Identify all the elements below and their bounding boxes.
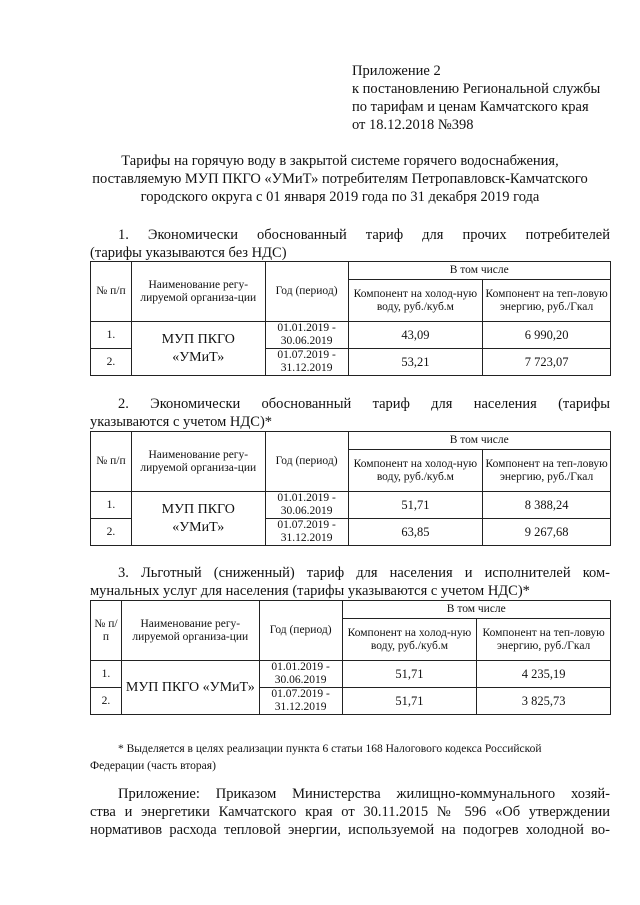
table-row [91, 322, 611, 349]
tariff-table-3 [90, 600, 611, 715]
row-heat: 3 825,73 [477, 688, 611, 715]
header-incl: В том числе [348, 262, 610, 280]
appendix-header [352, 62, 632, 134]
section-heading-line: 3. Льготный (сниженный) тариф для населения и исполнителей ком- [118, 565, 610, 581]
appendix-line: от 18.12.2018 №398 [352, 117, 474, 133]
row-heat: 6 990,20 [483, 322, 611, 349]
row-period: 01.01.2019 - 30.06.2019 [265, 492, 348, 519]
org-name: МУП ПКГО «УМиТ» [121, 661, 259, 715]
row-cold: 51,71 [342, 688, 477, 715]
row-heat: 9 267,68 [483, 519, 611, 546]
title-line: поставляемую МУП ПКГО «УМиТ» потребителям Петропавловск-Камчатского [92, 171, 588, 187]
appendix-line: к постановлению Региональной службы [352, 81, 601, 97]
row-num: 2. [91, 688, 122, 715]
footnote-line: * Выделяется в целях реализации пункта 6 статьи 168 Налогового кодекса Российской [118, 743, 542, 755]
table-row [91, 661, 611, 688]
row-cold: 51,71 [342, 661, 477, 688]
tariff-table-2 [90, 431, 611, 546]
header-org: Наименование регу-лируемой организа-ции [131, 432, 265, 492]
row-period: 01.07.2019 - 31.12.2019 [265, 519, 348, 546]
header-org: Наименование регу-лируемой организа-ции [131, 262, 265, 322]
header-heat: Компонент на теп-ловую энергию, руб./Гкал [483, 450, 611, 492]
section-heading-line: 2. Экономически обоснованный тариф для населения (тарифы [118, 396, 610, 412]
note-line: Приложение: Приказом Министерства жилищно-коммунального хозяй- [118, 786, 610, 802]
row-cold: 53,21 [348, 349, 483, 376]
note-line: нормативов расхода тепловой энергии, используемой на подогрев холодной во- [90, 822, 610, 838]
row-num: 2. [91, 519, 132, 546]
header-num: № п/п [91, 262, 132, 322]
header-cold: Компонент на холод-ную воду, руб./куб.м [348, 450, 483, 492]
footnote-line: Федерации (часть вторая) [90, 760, 216, 772]
header-heat: Компонент на теп-ловую энергию, руб./Гкал [477, 619, 611, 661]
appendix-note [90, 785, 610, 839]
row-period: 01.01.2019 - 30.06.2019 [259, 661, 342, 688]
title-line: Тарифы на горячую воду в закрытой системе горячего водоснабжения, [121, 153, 559, 169]
header-heat: Компонент на теп-ловую энергию, руб./Гкал [483, 280, 611, 322]
row-period: 01.07.2019 - 31.12.2019 [265, 349, 348, 376]
row-heat: 7 723,07 [483, 349, 611, 376]
footnote [90, 741, 610, 775]
header-num: № п/п [91, 601, 122, 661]
row-num: 1. [91, 492, 132, 519]
appendix-line: Приложение 2 [352, 63, 441, 79]
header-cold: Компонент на холод-ную воду, руб./куб.м [342, 619, 477, 661]
section-1-heading [90, 226, 610, 262]
row-num: 1. [91, 661, 122, 688]
document-title [80, 152, 600, 206]
row-period: 01.01.2019 - 30.06.2019 [265, 322, 348, 349]
header-period: Год (период) [259, 601, 342, 661]
section-heading-line: указываются с учетом НДС)* [90, 414, 273, 430]
header-period: Год (период) [265, 432, 348, 492]
header-num: № п/п [91, 432, 132, 492]
section-heading-line: (тарифы указываются без НДС) [90, 245, 287, 261]
row-period: 01.07.2019 - 31.12.2019 [259, 688, 342, 715]
table-row [91, 492, 611, 519]
section-3-heading [90, 564, 610, 600]
tariff-table-1 [90, 261, 611, 376]
header-cold: Компонент на холод-ную воду, руб./куб.м [348, 280, 483, 322]
title-line: городского округа с 01 января 2019 года по 31 декабря 2019 года [140, 189, 540, 205]
row-heat: 4 235,19 [477, 661, 611, 688]
header-period: Год (период) [265, 262, 348, 322]
appendix-line: по тарифам и ценам Камчатского края [352, 99, 589, 115]
section-2-heading [90, 395, 610, 431]
row-cold: 63,85 [348, 519, 483, 546]
section-heading-line: мунальных услуг для населения (тарифы указываются с учетом НДС)* [90, 583, 530, 599]
row-cold: 51,71 [348, 492, 483, 519]
note-line: ства и энергетики Камчатского края от 30.11.2015 № 596 «Об утверждении [90, 804, 610, 820]
row-cold: 43,09 [348, 322, 483, 349]
header-incl: В том числе [348, 432, 610, 450]
header-incl: В том числе [342, 601, 610, 619]
header-org: Наименование регу-лируемой организа-ции [121, 601, 259, 661]
row-heat: 8 388,24 [483, 492, 611, 519]
row-num: 1. [91, 322, 132, 349]
row-num: 2. [91, 349, 132, 376]
section-heading-line: 1. Экономически обоснованный тариф для прочих потребителей [118, 227, 610, 243]
org-name: МУП ПКГО «УМиТ» [131, 322, 265, 376]
org-name: МУП ПКГО «УМиТ» [131, 492, 265, 546]
